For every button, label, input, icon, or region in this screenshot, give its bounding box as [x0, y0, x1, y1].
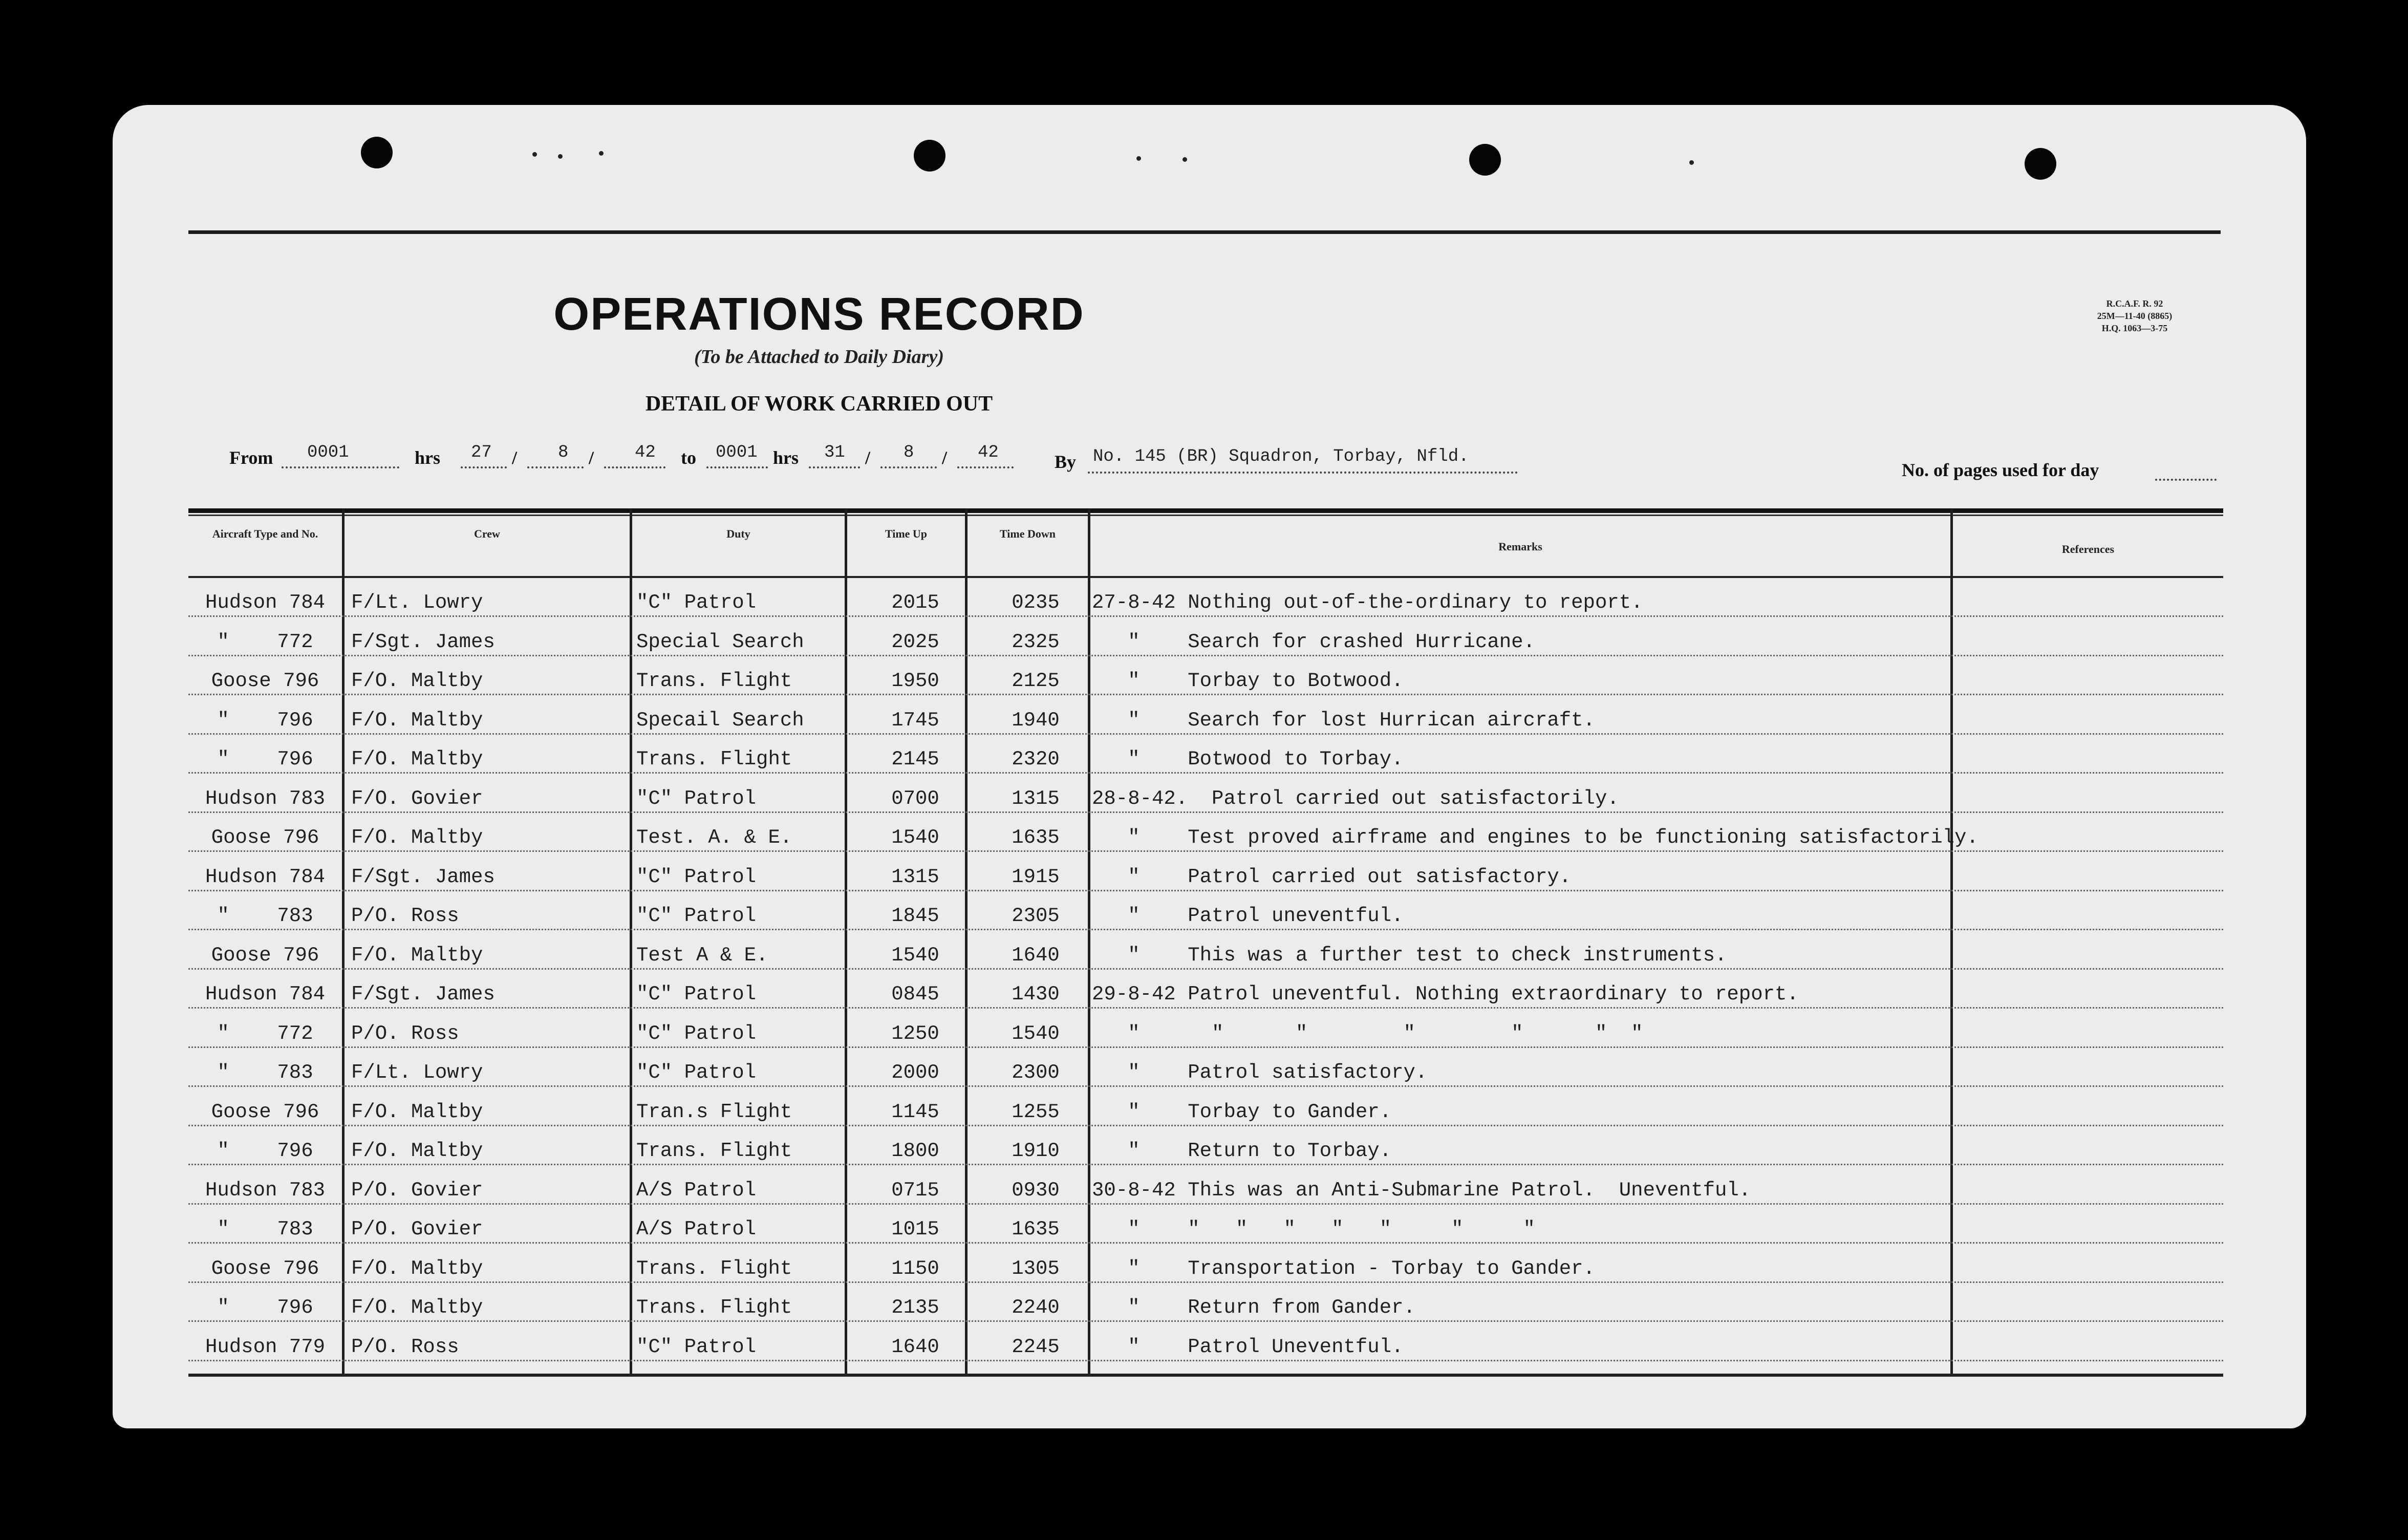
remarks-cell: 29-8-42 Patrol uneventful. Nothing extraordinary to report. — [1092, 983, 1799, 1006]
time-up-cell: 1745 — [891, 709, 939, 732]
to-day: 31 — [824, 443, 845, 462]
duty-cell: Trans. Flight — [636, 670, 792, 692]
dotted-rule — [188, 1007, 2223, 1009]
by-label: By — [1055, 452, 1077, 472]
crew-cell: P/O. Ross — [351, 905, 459, 927]
column-header-remarks: Remarks — [1498, 540, 1542, 553]
to-year: 42 — [978, 443, 999, 462]
aircraft-cell: Hudson 784 — [205, 983, 326, 1006]
duty-cell: Trans. Flight — [636, 1140, 792, 1162]
time-down-cell: 2245 — [1012, 1335, 1060, 1358]
from-time: 0001 — [307, 443, 349, 462]
crew-cell: F/O. Maltby — [351, 709, 483, 732]
duty-cell: "C" Patrol — [636, 865, 757, 888]
dotted-rule — [188, 694, 2223, 695]
crew-cell: F/Lt. Lowry — [351, 1061, 483, 1084]
time-down-cell: 1430 — [1012, 983, 1060, 1006]
table-row — [188, 699, 2223, 738]
unit-name: No. 145 (BR) Squadron, Torbay, Nfld. — [1093, 447, 1469, 466]
aircraft-cell: Goose 796 — [211, 826, 319, 849]
column-header-time-down: Time Down — [1000, 527, 1056, 540]
duty-cell: "C" Patrol — [636, 983, 757, 1006]
aircraft-cell: " 796 — [217, 1140, 313, 1162]
time-up-cell: 1540 — [891, 944, 939, 967]
aircraft-cell: Hudson 779 — [205, 1335, 326, 1358]
speck — [1182, 157, 1187, 162]
page-title: OPERATIONS RECORD — [553, 289, 1085, 340]
column-header-aircraft: Aircraft Type and No. — [212, 527, 318, 540]
table-row — [188, 659, 2223, 698]
speck — [1689, 160, 1694, 165]
remarks-cell: " " " " " " " — [1092, 1022, 1643, 1045]
subtitle: (To be Attached to Daily Diary) — [694, 346, 944, 368]
duty-cell: A/S Patrol — [636, 1179, 757, 1202]
duty-cell: Trans. Flight — [636, 1257, 792, 1280]
dotted-rule — [2155, 479, 2217, 481]
table-row — [188, 1286, 2223, 1325]
crew-cell: F/O. Maltby — [351, 670, 483, 692]
crew-cell: F/Sgt. James — [351, 865, 495, 888]
duty-cell: Tran.s Flight — [636, 1100, 792, 1123]
time-up-cell: 1145 — [891, 1100, 939, 1123]
remarks-cell: " Return to Torbay. — [1092, 1140, 1392, 1162]
aircraft-cell: " 772 — [217, 630, 313, 653]
time-up-cell: 1950 — [891, 670, 939, 692]
dotted-rule — [188, 929, 2223, 930]
table-row — [188, 1129, 2223, 1168]
crew-cell: F/Sgt. James — [351, 983, 495, 1006]
form-code-line: H.Q. 1063—3-75 — [2101, 323, 2168, 333]
punch-hole — [1469, 144, 1501, 176]
duty-cell: "C" Patrol — [636, 1022, 757, 1045]
speck — [558, 154, 563, 159]
remarks-cell: " Transportation - Torbay to Gander. — [1092, 1257, 1595, 1280]
duty-cell: Specail Search — [636, 709, 804, 732]
table-row — [188, 934, 2223, 973]
remarks-cell: " Search for crashed Hurricane. — [1092, 630, 1535, 653]
dotted-rule — [188, 615, 2223, 617]
time-up-cell: 0700 — [891, 787, 939, 810]
form-code — [2058, 297, 2211, 334]
aircraft-cell: Hudson 784 — [205, 865, 326, 888]
table-row — [188, 1247, 2223, 1286]
aircraft-cell: " 772 — [217, 1022, 313, 1045]
dotted-rule — [188, 890, 2223, 891]
crew-cell: F/O. Govier — [351, 787, 483, 810]
aircraft-cell: " 783 — [217, 1061, 313, 1084]
time-up-cell: 1015 — [891, 1218, 939, 1240]
speck — [532, 152, 537, 157]
column-header-references: References — [2061, 543, 2115, 555]
time-up-cell: 2000 — [891, 1061, 939, 1084]
crew-cell: P/O. Govier — [351, 1179, 483, 1202]
dotted-rule — [188, 1203, 2223, 1205]
time-down-cell: 2320 — [1012, 748, 1060, 771]
time-up-cell: 1250 — [891, 1022, 939, 1045]
time-up-cell: 1845 — [891, 905, 939, 927]
table-row — [188, 1208, 2223, 1247]
remarks-cell: " Test proved airframe and engines to be functioning satisfactorily. — [1092, 826, 1979, 849]
time-up-cell: 2015 — [891, 591, 939, 614]
crew-cell: F/O. Maltby — [351, 1257, 483, 1280]
remarks-cell: " Torbay to Botwood. — [1092, 670, 1404, 692]
time-down-cell: 2125 — [1012, 670, 1060, 692]
dotted-rule — [188, 850, 2223, 852]
dotted-rule — [282, 466, 399, 468]
crew-cell: F/Sgt. James — [351, 630, 495, 653]
remarks-cell: 30-8-42 This was an Anti-Submarine Patrol. Uneventful. — [1092, 1179, 1751, 1202]
dotted-rule — [706, 466, 768, 468]
top-rule — [188, 230, 2221, 234]
time-down-cell: 0235 — [1012, 591, 1060, 614]
dotted-rule — [880, 466, 937, 468]
dotted-rule — [188, 772, 2223, 774]
time-up-cell: 1315 — [891, 865, 939, 888]
time-down-cell: 1540 — [1012, 1022, 1060, 1045]
time-down-cell: 2300 — [1012, 1061, 1060, 1084]
aircraft-cell: " 796 — [217, 748, 313, 771]
crew-cell: P/O. Ross — [351, 1335, 459, 1358]
punch-hole — [914, 140, 945, 172]
duty-cell: A/S Patrol — [636, 1218, 757, 1240]
dotted-rule — [809, 466, 860, 468]
time-down-cell: 1635 — [1012, 1218, 1060, 1240]
crew-cell: F/Lt. Lowry — [351, 591, 483, 614]
header-rule — [188, 515, 2223, 516]
date-separator: / — [942, 447, 948, 468]
to-month: 8 — [904, 443, 914, 462]
dotted-rule — [188, 1242, 2223, 1244]
dotted-rule — [188, 1046, 2223, 1048]
dotted-rule — [1088, 472, 1518, 474]
table-row — [188, 1051, 2223, 1090]
bottom-rule — [188, 1374, 2223, 1377]
speck — [1136, 156, 1141, 161]
remarks-cell: " This was a further test to check instruments. — [1092, 944, 1727, 967]
table-row — [188, 738, 2223, 777]
time-down-cell: 1635 — [1012, 826, 1060, 849]
remarks-cell: " Torbay to Gander. — [1092, 1100, 1392, 1123]
time-down-cell: 0930 — [1012, 1179, 1060, 1202]
table-row — [188, 621, 2223, 659]
table-row — [188, 1090, 2223, 1129]
punch-hole — [2025, 148, 2056, 180]
aircraft-cell: Hudson 783 — [205, 787, 326, 810]
aircraft-cell: " 796 — [217, 709, 313, 732]
dotted-rule — [188, 1360, 2223, 1361]
duty-cell: Trans. Flight — [636, 748, 792, 771]
time-up-cell: 0845 — [891, 983, 939, 1006]
column-header-crew: Crew — [474, 527, 500, 540]
dotted-rule — [188, 811, 2223, 813]
header-bottom-rule — [188, 576, 2223, 578]
dotted-rule — [461, 466, 507, 468]
table-row — [188, 1169, 2223, 1208]
time-down-cell: 1910 — [1012, 1140, 1060, 1162]
time-up-cell: 1800 — [891, 1140, 939, 1162]
dotted-rule — [527, 466, 584, 468]
remarks-cell: " " " " " " " " — [1092, 1218, 1535, 1240]
crew-cell: P/O. Govier — [351, 1218, 483, 1240]
time-up-cell: 1540 — [891, 826, 939, 849]
date-separator: / — [865, 447, 871, 468]
table-row — [188, 581, 2223, 620]
time-down-cell: 1940 — [1012, 709, 1060, 732]
from-label: From — [229, 447, 273, 468]
form-code-line: 25M—11-40 (8865) — [2097, 311, 2173, 321]
crew-cell: F/O. Maltby — [351, 1100, 483, 1123]
time-up-cell: 1640 — [891, 1335, 939, 1358]
time-up-cell: 0715 — [891, 1179, 939, 1202]
table-row — [188, 1012, 2223, 1051]
time-down-cell: 1255 — [1012, 1100, 1060, 1123]
from-year: 42 — [635, 443, 656, 462]
date-separator: / — [589, 447, 594, 468]
remarks-cell: " Patrol Uneventful. — [1092, 1335, 1404, 1358]
column-header-duty: Duty — [726, 527, 750, 540]
time-up-cell: 2135 — [891, 1296, 939, 1319]
dotted-rule — [188, 1085, 2223, 1087]
aircraft-cell: " 783 — [217, 905, 313, 927]
duty-cell: "C" Patrol — [636, 1061, 757, 1084]
hrs-label: hrs — [415, 447, 441, 468]
column-header-time-up: Time Up — [885, 527, 928, 540]
to-label: to — [681, 447, 696, 468]
punch-hole — [361, 137, 393, 168]
time-down-cell: 1915 — [1012, 865, 1060, 888]
remarks-cell: " Patrol satisfactory. — [1092, 1061, 1428, 1084]
aircraft-cell: Hudson 783 — [205, 1179, 326, 1202]
time-up-cell: 1150 — [891, 1257, 939, 1280]
dotted-rule — [188, 655, 2223, 656]
time-down-cell: 2325 — [1012, 630, 1060, 653]
aircraft-cell: Goose 796 — [211, 1100, 319, 1123]
table-row — [188, 1325, 2223, 1364]
dotted-rule — [188, 1164, 2223, 1165]
dotted-rule — [188, 968, 2223, 970]
dotted-rule — [188, 1125, 2223, 1126]
remarks-cell: " Return from Gander. — [1092, 1296, 1415, 1319]
remarks-cell: " Search for lost Hurrican aircraft. — [1092, 709, 1595, 732]
remarks-cell: 27-8-42 Nothing out-of-the-ordinary to report. — [1092, 591, 1643, 614]
from-month: 8 — [558, 443, 569, 462]
operations-record-card — [113, 105, 2306, 1428]
aircraft-cell: Goose 796 — [211, 1257, 319, 1280]
time-down-cell: 2305 — [1012, 905, 1060, 927]
duty-cell: "C" Patrol — [636, 905, 757, 927]
time-down-cell: 1640 — [1012, 944, 1060, 967]
table-row — [188, 894, 2223, 933]
duty-cell: Test A & E. — [636, 944, 768, 967]
speck — [599, 151, 604, 156]
crew-cell: F/O. Maltby — [351, 944, 483, 967]
hrs-label: hrs — [773, 447, 799, 468]
duty-cell: "C" Patrol — [636, 787, 757, 810]
crew-cell: F/O. Maltby — [351, 1140, 483, 1162]
duty-cell: Trans. Flight — [636, 1296, 792, 1319]
dotted-rule — [957, 466, 1014, 468]
remarks-cell: " Patrol carried out satisfactory. — [1092, 865, 1572, 888]
crew-cell: P/O. Ross — [351, 1022, 459, 1045]
time-down-cell: 1315 — [1012, 787, 1060, 810]
pages-label: No. of pages used for day — [1902, 460, 2099, 480]
header-rule — [188, 508, 2223, 513]
dotted-rule — [188, 733, 2223, 735]
dotted-rule — [188, 1281, 2223, 1283]
duty-cell: "C" Patrol — [636, 1335, 757, 1358]
remarks-cell: " Botwood to Torbay. — [1092, 748, 1404, 771]
date-separator: / — [512, 447, 518, 468]
remarks-cell: " Patrol uneventful. — [1092, 905, 1404, 927]
aircraft-cell: Goose 796 — [211, 670, 319, 692]
time-down-cell: 1305 — [1012, 1257, 1060, 1280]
crew-cell: F/O. Maltby — [351, 748, 483, 771]
aircraft-cell: " 783 — [217, 1218, 313, 1240]
remarks-cell: 28-8-42. Patrol carried out satisfactorily. — [1092, 787, 1619, 810]
aircraft-cell: " 796 — [217, 1296, 313, 1319]
crew-cell: F/O. Maltby — [351, 826, 483, 849]
dotted-rule — [604, 466, 665, 468]
crew-cell: F/O. Maltby — [351, 1296, 483, 1319]
duty-cell: Special Search — [636, 630, 804, 653]
table-row — [188, 973, 2223, 1012]
time-down-cell: 2240 — [1012, 1296, 1060, 1319]
duty-cell: Test. A. & E. — [636, 826, 792, 849]
aircraft-cell: Goose 796 — [211, 944, 319, 967]
table-row — [188, 777, 2223, 816]
from-day: 27 — [471, 443, 492, 462]
aircraft-cell: Hudson 784 — [205, 591, 326, 614]
dotted-rule — [188, 1320, 2223, 1322]
time-up-cell: 2145 — [891, 748, 939, 771]
detail-heading: DETAIL OF WORK CARRIED OUT — [645, 392, 993, 416]
to-time: 0001 — [716, 443, 758, 462]
time-up-cell: 2025 — [891, 630, 939, 653]
table-row — [188, 816, 2223, 855]
table-row — [188, 855, 2223, 894]
form-code-line: R.C.A.F. R. 92 — [2106, 298, 2163, 309]
duty-cell: "C" Patrol — [636, 591, 757, 614]
